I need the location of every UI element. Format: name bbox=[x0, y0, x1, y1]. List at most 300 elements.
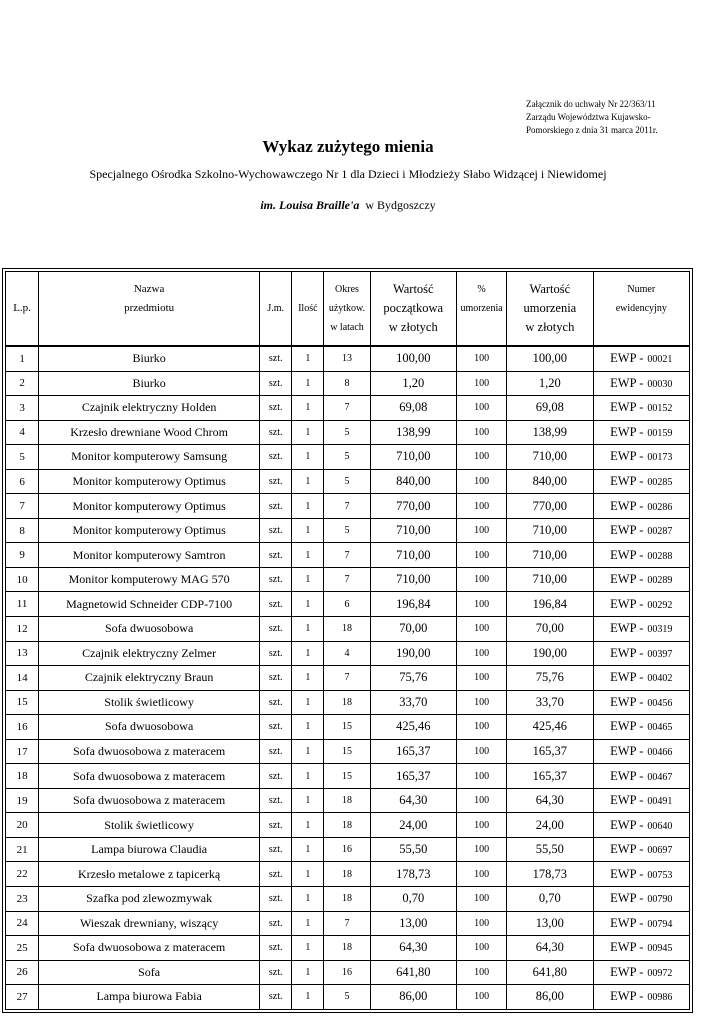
cell-jm: szt. bbox=[260, 837, 292, 862]
table-row bbox=[6, 837, 690, 862]
inventory-code: 00945 bbox=[647, 943, 673, 955]
cell-inventory-number bbox=[593, 518, 689, 543]
cell-depreciation-pct: 100 bbox=[456, 887, 506, 912]
cell-initial-value: 70,00 bbox=[370, 617, 456, 642]
document-subtitle-2 bbox=[0, 198, 696, 213]
cell-depreciation-value: 165,37 bbox=[507, 764, 593, 789]
cell-qty: 1 bbox=[292, 936, 324, 961]
cell-initial-value: 64,30 bbox=[370, 788, 456, 813]
cell-lp: 20 bbox=[6, 813, 39, 838]
inventory-prefix: EWP - bbox=[610, 694, 644, 709]
cell-inventory-number bbox=[593, 494, 689, 519]
cell-qty: 1 bbox=[292, 764, 324, 789]
cell-initial-value: 710,00 bbox=[370, 543, 456, 568]
cell-years: 7 bbox=[324, 911, 370, 936]
cell-initial-value: 64,30 bbox=[370, 936, 456, 961]
cell-inventory-number bbox=[593, 715, 689, 740]
cell-years: 18 bbox=[324, 862, 370, 887]
inventory-code: 00402 bbox=[647, 673, 673, 685]
inventory-code: 00790 bbox=[647, 894, 673, 906]
cell-depreciation-value: 770,00 bbox=[507, 494, 593, 519]
cell-jm: szt. bbox=[260, 518, 292, 543]
cell-initial-value: 0,70 bbox=[370, 887, 456, 912]
cell-qty: 1 bbox=[292, 960, 324, 985]
table-row bbox=[6, 617, 690, 642]
cell-depreciation-value: 178,73 bbox=[507, 862, 593, 887]
inventory-code: 00397 bbox=[647, 648, 673, 660]
cell-name: Sofa bbox=[39, 960, 260, 985]
cell-jm: szt. bbox=[260, 862, 292, 887]
cell-inventory-number bbox=[593, 837, 689, 862]
cell-qty: 1 bbox=[292, 617, 324, 642]
cell-initial-value: 69,08 bbox=[370, 396, 456, 421]
cell-inventory-number bbox=[593, 739, 689, 764]
cell-initial-value: 33,70 bbox=[370, 690, 456, 715]
cell-years: 7 bbox=[324, 666, 370, 691]
inventory-prefix: EWP - bbox=[610, 449, 644, 464]
cell-jm: szt. bbox=[260, 936, 292, 961]
cell-qty: 1 bbox=[292, 518, 324, 543]
annex-line-2: Zarządu Województwa Kujawsko- bbox=[526, 112, 651, 122]
cell-qty: 1 bbox=[292, 420, 324, 445]
cell-qty: 1 bbox=[292, 445, 324, 470]
inventory-code: 00794 bbox=[647, 918, 673, 930]
cell-inventory-number bbox=[593, 813, 689, 838]
cell-depreciation-pct: 100 bbox=[456, 764, 506, 789]
inventory-prefix: EWP - bbox=[610, 547, 644, 562]
cell-depreciation-value: 710,00 bbox=[507, 567, 593, 592]
cell-initial-value: 86,00 bbox=[370, 985, 456, 1010]
inventory-code: 00465 bbox=[647, 722, 673, 734]
cell-initial-value: 100,00 bbox=[370, 346, 456, 371]
cell-depreciation-value: 69,08 bbox=[507, 396, 593, 421]
cell-years: 7 bbox=[324, 567, 370, 592]
cell-years: 18 bbox=[324, 887, 370, 912]
inventory-prefix: EWP - bbox=[610, 424, 644, 439]
header-name: Nazwa przedmiotu bbox=[39, 272, 260, 347]
table-row bbox=[6, 936, 690, 961]
cell-years: 18 bbox=[324, 617, 370, 642]
cell-inventory-number bbox=[593, 690, 689, 715]
cell-inventory-number bbox=[593, 960, 689, 985]
cell-lp: 16 bbox=[6, 715, 39, 740]
table-row bbox=[6, 911, 690, 936]
cell-lp: 27 bbox=[6, 985, 39, 1010]
cell-years: 4 bbox=[324, 641, 370, 666]
inventory-prefix: EWP - bbox=[610, 866, 644, 881]
annex-line-3: Pomorskiego z dnia 31 marca 2011r. bbox=[526, 125, 658, 135]
cell-name: Czajnik elektryczny Zelmer bbox=[39, 641, 260, 666]
cell-inventory-number bbox=[593, 617, 689, 642]
cell-lp: 24 bbox=[6, 911, 39, 936]
patron-name: im. Louisa Braille'a bbox=[260, 198, 360, 212]
cell-initial-value: 710,00 bbox=[370, 445, 456, 470]
cell-name: Monitor komputerowy Samsung bbox=[39, 445, 260, 470]
table-row bbox=[6, 567, 690, 592]
cell-inventory-number bbox=[593, 666, 689, 691]
cell-initial-value: 165,37 bbox=[370, 764, 456, 789]
inventory-prefix: EWP - bbox=[610, 572, 644, 587]
inventory-prefix: EWP - bbox=[610, 523, 644, 538]
cell-years: 5 bbox=[324, 518, 370, 543]
inventory-code: 00289 bbox=[647, 575, 673, 587]
table-row bbox=[6, 666, 690, 691]
cell-depreciation-pct: 100 bbox=[456, 862, 506, 887]
cell-years: 5 bbox=[324, 420, 370, 445]
cell-depreciation-value: 86,00 bbox=[507, 985, 593, 1010]
inventory-code: 00288 bbox=[647, 550, 673, 562]
cell-name: Sofa dwuosobowa bbox=[39, 617, 260, 642]
inventory-prefix: EWP - bbox=[610, 670, 644, 685]
cell-depreciation-value: 64,30 bbox=[507, 936, 593, 961]
table-row bbox=[6, 690, 690, 715]
cell-years: 18 bbox=[324, 690, 370, 715]
cell-jm: szt. bbox=[260, 346, 292, 371]
cell-depreciation-pct: 100 bbox=[456, 346, 506, 371]
cell-initial-value: 24,00 bbox=[370, 813, 456, 838]
annex-note bbox=[526, 98, 716, 137]
inventory-prefix: EWP - bbox=[610, 719, 644, 734]
cell-years: 7 bbox=[324, 543, 370, 568]
cell-inventory-number bbox=[593, 764, 689, 789]
cell-initial-value: 13,00 bbox=[370, 911, 456, 936]
cell-depreciation-pct: 100 bbox=[456, 690, 506, 715]
cell-inventory-number bbox=[593, 788, 689, 813]
header-lp: L.p. bbox=[6, 272, 39, 347]
cell-years: 5 bbox=[324, 469, 370, 494]
cell-qty: 1 bbox=[292, 494, 324, 519]
cell-depreciation-pct: 100 bbox=[456, 494, 506, 519]
inventory-code: 00986 bbox=[647, 992, 673, 1004]
cell-qty: 1 bbox=[292, 690, 324, 715]
inventory-prefix: EWP - bbox=[610, 645, 644, 660]
cell-jm: szt. bbox=[260, 739, 292, 764]
table-row bbox=[6, 543, 690, 568]
header-initial-value: Wartość początkowa w złotych bbox=[370, 272, 456, 347]
header-inventory-number: Numer ewidencyjny bbox=[593, 272, 689, 347]
table-row bbox=[6, 788, 690, 813]
inventory-code: 00466 bbox=[647, 747, 673, 759]
cell-lp: 11 bbox=[6, 592, 39, 617]
cell-depreciation-value: 100,00 bbox=[507, 346, 593, 371]
cell-depreciation-pct: 100 bbox=[456, 739, 506, 764]
table-row bbox=[6, 813, 690, 838]
cell-depreciation-pct: 100 bbox=[456, 592, 506, 617]
cell-inventory-number bbox=[593, 396, 689, 421]
cell-jm: szt. bbox=[260, 666, 292, 691]
cell-years: 15 bbox=[324, 739, 370, 764]
table-row bbox=[6, 764, 690, 789]
cell-jm: szt. bbox=[260, 567, 292, 592]
cell-years: 5 bbox=[324, 985, 370, 1010]
inventory-code: 00319 bbox=[647, 624, 673, 636]
cell-depreciation-pct: 100 bbox=[456, 788, 506, 813]
cell-depreciation-pct: 100 bbox=[456, 543, 506, 568]
cell-depreciation-value: 0,70 bbox=[507, 887, 593, 912]
cell-initial-value: 425,46 bbox=[370, 715, 456, 740]
cell-name: Wieszak drewniany, wiszący bbox=[39, 911, 260, 936]
cell-depreciation-value: 710,00 bbox=[507, 445, 593, 470]
table-row bbox=[6, 862, 690, 887]
cell-qty: 1 bbox=[292, 862, 324, 887]
cell-years: 7 bbox=[324, 396, 370, 421]
inventory-code: 00456 bbox=[647, 697, 673, 709]
cell-initial-value: 710,00 bbox=[370, 567, 456, 592]
inventory-code: 00159 bbox=[647, 427, 673, 439]
cell-years: 7 bbox=[324, 494, 370, 519]
cell-jm: szt. bbox=[260, 788, 292, 813]
cell-jm: szt. bbox=[260, 420, 292, 445]
cell-lp: 25 bbox=[6, 936, 39, 961]
cell-inventory-number bbox=[593, 641, 689, 666]
cell-initial-value: 55,50 bbox=[370, 837, 456, 862]
cell-depreciation-pct: 100 bbox=[456, 641, 506, 666]
cell-name: Sofa dwuosobowa z materacem bbox=[39, 739, 260, 764]
cell-lp: 5 bbox=[6, 445, 39, 470]
cell-jm: szt. bbox=[260, 592, 292, 617]
cell-jm: szt. bbox=[260, 911, 292, 936]
cell-name: Magnetowid Schneider CDP-7100 bbox=[39, 592, 260, 617]
cell-lp: 13 bbox=[6, 641, 39, 666]
cell-depreciation-value: 75,76 bbox=[507, 666, 593, 691]
cell-depreciation-pct: 100 bbox=[456, 960, 506, 985]
inventory-prefix: EWP - bbox=[610, 768, 644, 783]
cell-qty: 1 bbox=[292, 985, 324, 1010]
cell-initial-value: 196,84 bbox=[370, 592, 456, 617]
cell-jm: szt. bbox=[260, 371, 292, 396]
cell-lp: 6 bbox=[6, 469, 39, 494]
cell-qty: 1 bbox=[292, 739, 324, 764]
cell-jm: szt. bbox=[260, 813, 292, 838]
cell-depreciation-value: 138,99 bbox=[507, 420, 593, 445]
document-subtitle: Specjalnego Ośrodka Szkolno-Wychowawczego Nr 1 dla Dzieci i Młodzieży Słabo Widzącej i Niewidomej bbox=[89, 167, 607, 181]
cell-depreciation-pct: 100 bbox=[456, 518, 506, 543]
table-row bbox=[6, 887, 690, 912]
cell-initial-value: 1,20 bbox=[370, 371, 456, 396]
cell-depreciation-value: 641,80 bbox=[507, 960, 593, 985]
table-row bbox=[6, 445, 690, 470]
cell-qty: 1 bbox=[292, 666, 324, 691]
cell-lp: 21 bbox=[6, 837, 39, 862]
cell-qty: 1 bbox=[292, 592, 324, 617]
inventory-code: 00021 bbox=[647, 354, 673, 366]
table-row bbox=[6, 641, 690, 666]
cell-lp: 22 bbox=[6, 862, 39, 887]
cell-lp: 7 bbox=[6, 494, 39, 519]
cell-depreciation-value: 425,46 bbox=[507, 715, 593, 740]
cell-jm: szt. bbox=[260, 641, 292, 666]
cell-name: Stolik świetlicowy bbox=[39, 690, 260, 715]
cell-inventory-number bbox=[593, 911, 689, 936]
cell-jm: szt. bbox=[260, 445, 292, 470]
cell-name: Sofa dwuosobowa z materacem bbox=[39, 936, 260, 961]
cell-depreciation-pct: 100 bbox=[456, 715, 506, 740]
cell-jm: szt. bbox=[260, 960, 292, 985]
cell-initial-value: 190,00 bbox=[370, 641, 456, 666]
cell-qty: 1 bbox=[292, 837, 324, 862]
cell-years: 13 bbox=[324, 346, 370, 371]
header-depreciation-pct: % umorzenia bbox=[456, 272, 506, 347]
inventory-prefix: EWP - bbox=[610, 375, 644, 390]
cell-jm: szt. bbox=[260, 985, 292, 1010]
inventory-code: 00173 bbox=[647, 452, 673, 464]
cell-inventory-number bbox=[593, 592, 689, 617]
cell-name: Szafka pod zlewozmywak bbox=[39, 887, 260, 912]
cell-name: Monitor komputerowy MAG 570 bbox=[39, 567, 260, 592]
cell-inventory-number bbox=[593, 543, 689, 568]
cell-jm: szt. bbox=[260, 396, 292, 421]
cell-name: Lampa biurowa Claudia bbox=[39, 837, 260, 862]
inventory-code: 00972 bbox=[647, 967, 673, 979]
cell-depreciation-pct: 100 bbox=[456, 985, 506, 1010]
cell-depreciation-pct: 100 bbox=[456, 396, 506, 421]
table-row bbox=[6, 420, 690, 445]
cell-lp: 2 bbox=[6, 371, 39, 396]
cell-depreciation-value: 33,70 bbox=[507, 690, 593, 715]
table-row bbox=[6, 592, 690, 617]
inventory-prefix: EWP - bbox=[610, 842, 644, 857]
cell-lp: 4 bbox=[6, 420, 39, 445]
inventory-prefix: EWP - bbox=[610, 915, 644, 930]
inventory-code: 00753 bbox=[647, 869, 673, 881]
cell-initial-value: 641,80 bbox=[370, 960, 456, 985]
inventory-code: 00697 bbox=[647, 845, 673, 857]
cell-depreciation-value: 1,20 bbox=[507, 371, 593, 396]
cell-depreciation-value: 64,30 bbox=[507, 788, 593, 813]
cell-depreciation-pct: 100 bbox=[456, 837, 506, 862]
inventory-code: 00491 bbox=[647, 796, 673, 808]
cell-years: 8 bbox=[324, 371, 370, 396]
document-title: Wykaz zużytego mienia bbox=[262, 137, 434, 156]
cell-depreciation-value: 13,00 bbox=[507, 911, 593, 936]
inventory-prefix: EWP - bbox=[610, 793, 644, 808]
cell-depreciation-value: 70,00 bbox=[507, 617, 593, 642]
table-header-row bbox=[6, 272, 690, 347]
table-row bbox=[6, 985, 690, 1010]
table-row bbox=[6, 715, 690, 740]
cell-qty: 1 bbox=[292, 641, 324, 666]
cell-name: Czajnik elektryczny Braun bbox=[39, 666, 260, 691]
city-text: w Bydgoszczy bbox=[365, 198, 436, 212]
cell-initial-value: 840,00 bbox=[370, 469, 456, 494]
cell-inventory-number bbox=[593, 887, 689, 912]
cell-inventory-number bbox=[593, 862, 689, 887]
cell-lp: 3 bbox=[6, 396, 39, 421]
cell-name: Monitor komputerowy Optimus bbox=[39, 494, 260, 519]
cell-qty: 1 bbox=[292, 371, 324, 396]
cell-lp: 1 bbox=[6, 346, 39, 371]
inventory-code: 00640 bbox=[647, 820, 673, 832]
table-row bbox=[6, 739, 690, 764]
inventory-code: 00287 bbox=[647, 526, 673, 538]
cell-name: Sofa dwuosobowa z materacem bbox=[39, 788, 260, 813]
table-row bbox=[6, 494, 690, 519]
cell-years: 16 bbox=[324, 837, 370, 862]
cell-initial-value: 710,00 bbox=[370, 518, 456, 543]
cell-lp: 18 bbox=[6, 764, 39, 789]
cell-qty: 1 bbox=[292, 813, 324, 838]
cell-qty: 1 bbox=[292, 911, 324, 936]
cell-name: Sofa dwuosobowa z materacem bbox=[39, 764, 260, 789]
table-row bbox=[6, 960, 690, 985]
inventory-code: 00286 bbox=[647, 501, 673, 513]
cell-lp: 19 bbox=[6, 788, 39, 813]
cell-years: 18 bbox=[324, 788, 370, 813]
inventory-prefix: EWP - bbox=[610, 474, 644, 488]
cell-years: 18 bbox=[324, 936, 370, 961]
cell-lp: 8 bbox=[6, 518, 39, 543]
cell-lp: 15 bbox=[6, 690, 39, 715]
table-row bbox=[6, 371, 690, 396]
cell-qty: 1 bbox=[292, 715, 324, 740]
inventory-code: 00152 bbox=[647, 403, 673, 415]
cell-qty: 1 bbox=[292, 346, 324, 371]
cell-lp: 23 bbox=[6, 887, 39, 912]
cell-name: Czajnik elektryczny Holden bbox=[39, 396, 260, 421]
inventory-prefix: EWP - bbox=[610, 891, 644, 906]
cell-depreciation-value: 165,37 bbox=[507, 739, 593, 764]
inventory-table bbox=[5, 271, 690, 1010]
inventory-prefix: EWP - bbox=[610, 400, 644, 415]
cell-jm: szt. bbox=[260, 494, 292, 519]
cell-depreciation-pct: 100 bbox=[456, 567, 506, 592]
cell-lp: 26 bbox=[6, 960, 39, 985]
cell-lp: 12 bbox=[6, 617, 39, 642]
cell-inventory-number bbox=[593, 445, 689, 470]
cell-qty: 1 bbox=[292, 396, 324, 421]
cell-depreciation-pct: 100 bbox=[456, 445, 506, 470]
cell-depreciation-value: 196,84 bbox=[507, 592, 593, 617]
cell-depreciation-pct: 100 bbox=[456, 666, 506, 691]
cell-name: Krzesło metalowe z tapicerką bbox=[39, 862, 260, 887]
header-qty: Ilość bbox=[292, 272, 324, 347]
cell-depreciation-value: 55,50 bbox=[507, 837, 593, 862]
cell-years: 16 bbox=[324, 960, 370, 985]
cell-name: Monitor komputerowy Samtron bbox=[39, 543, 260, 568]
cell-inventory-number bbox=[593, 936, 689, 961]
inventory-prefix: EWP - bbox=[610, 744, 644, 759]
inventory-prefix: EWP - bbox=[610, 621, 644, 636]
inventory-prefix: EWP - bbox=[610, 596, 644, 611]
inventory-code: 00292 bbox=[647, 599, 673, 611]
cell-depreciation-value: 840,00 bbox=[507, 469, 593, 494]
header-jm: J.m. bbox=[260, 272, 292, 347]
cell-jm: szt. bbox=[260, 690, 292, 715]
cell-qty: 1 bbox=[292, 469, 324, 494]
cell-lp: 17 bbox=[6, 739, 39, 764]
cell-depreciation-pct: 100 bbox=[456, 371, 506, 396]
cell-name: Monitor komputerowy Optimus bbox=[39, 469, 260, 494]
cell-depreciation-pct: 100 bbox=[456, 420, 506, 445]
cell-depreciation-pct: 100 bbox=[456, 617, 506, 642]
inventory-code: 00467 bbox=[647, 771, 673, 783]
inventory-prefix: EWP - bbox=[610, 964, 644, 979]
inventory-prefix: EWP - bbox=[610, 989, 644, 1004]
cell-name: Lampa biurowa Fabia bbox=[39, 985, 260, 1010]
cell-inventory-number bbox=[593, 420, 689, 445]
cell-initial-value: 75,76 bbox=[370, 666, 456, 691]
cell-name: Sofa dwuosobowa bbox=[39, 715, 260, 740]
header-depreciation-value: Wartość umorzenia w złotych bbox=[507, 272, 593, 347]
cell-depreciation-value: 710,00 bbox=[507, 543, 593, 568]
cell-inventory-number bbox=[593, 567, 689, 592]
cell-depreciation-pct: 100 bbox=[456, 936, 506, 961]
cell-qty: 1 bbox=[292, 887, 324, 912]
table-row bbox=[6, 396, 690, 421]
cell-years: 5 bbox=[324, 445, 370, 470]
cell-name: Stolik świetlicowy bbox=[39, 813, 260, 838]
inventory-prefix: EWP - bbox=[610, 817, 644, 832]
